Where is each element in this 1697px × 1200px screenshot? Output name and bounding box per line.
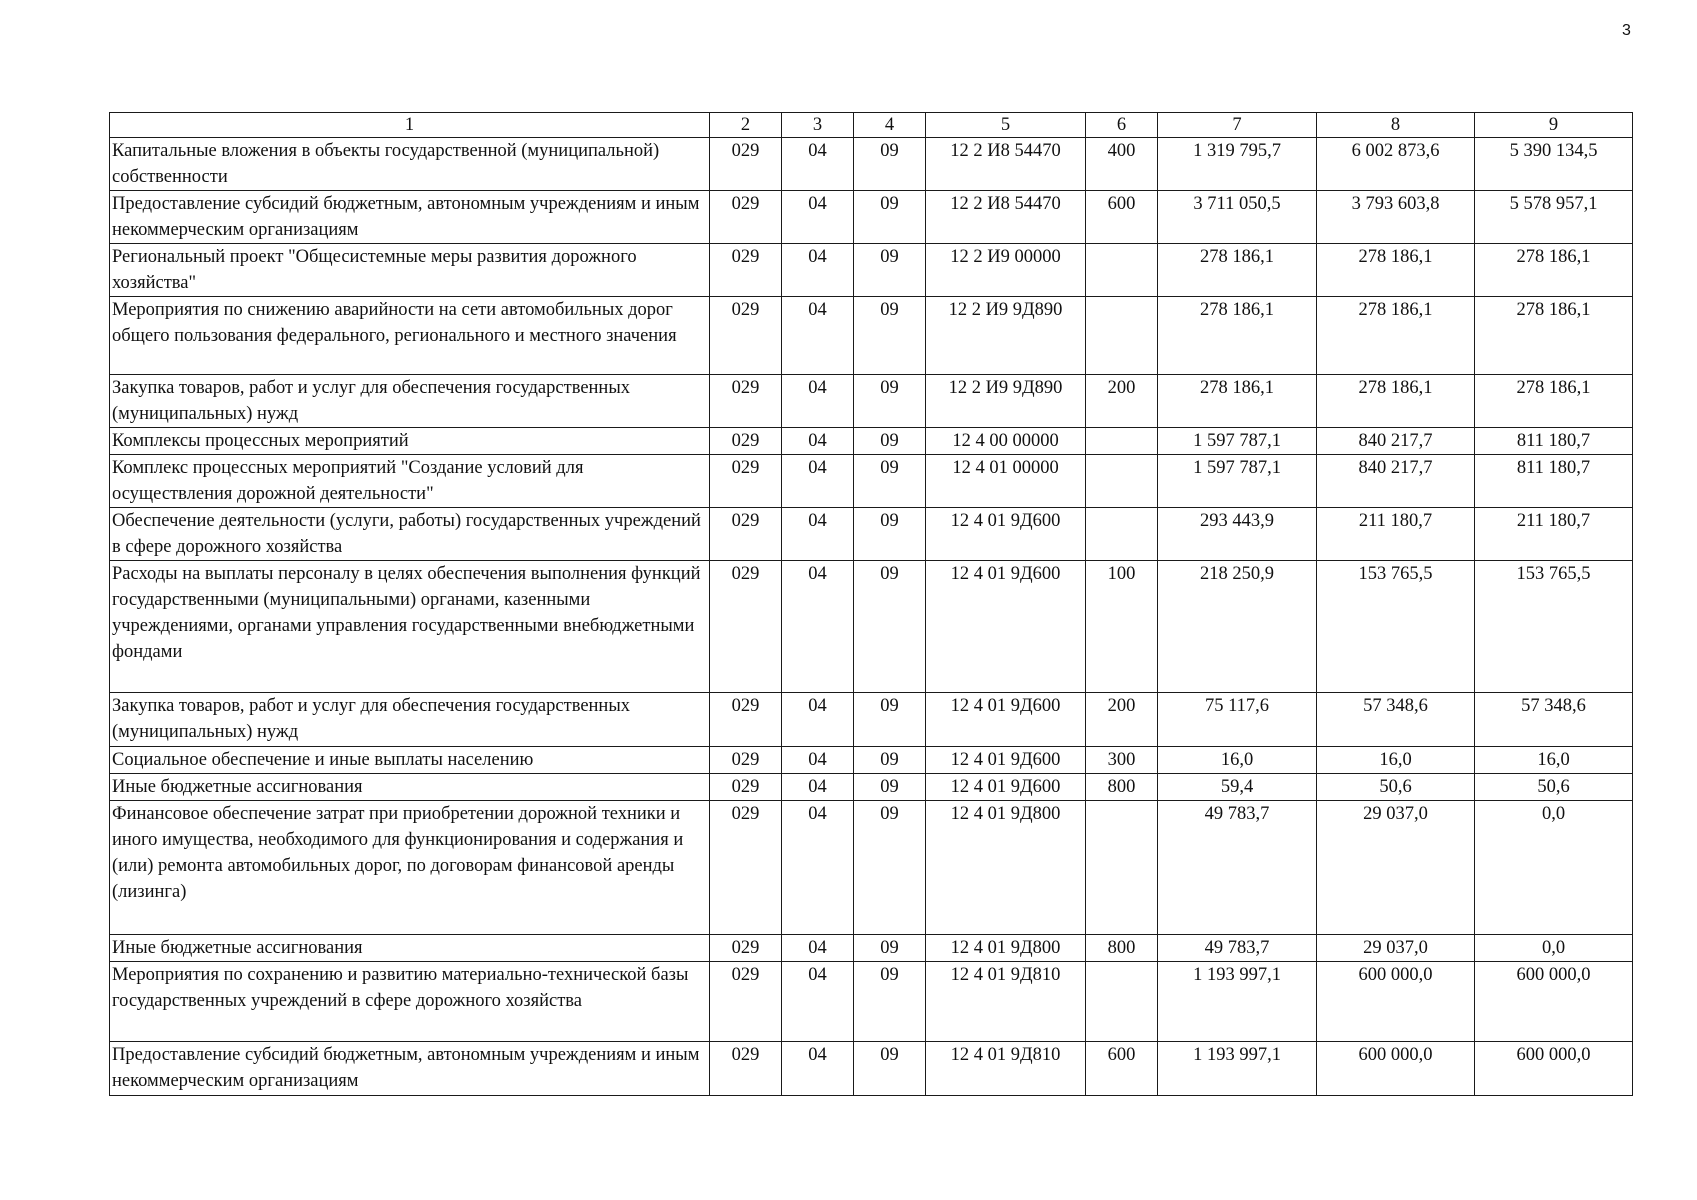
amount-col7-cell: 293 443,9	[1158, 508, 1317, 561]
amount-col9-cell: 5 578 957,1	[1475, 191, 1633, 244]
admin-code-cell: 029	[710, 428, 782, 455]
column-header: 9	[1475, 113, 1633, 138]
amount-col9-cell: 5 390 134,5	[1475, 138, 1633, 191]
table-row	[110, 375, 1633, 428]
table-row	[110, 428, 1633, 455]
row-description: Закупка товаров, работ и услуг для обеспечения государственных (муниципальных) нужд	[110, 693, 710, 747]
expense-type-cell	[1086, 455, 1158, 508]
amount-col8-cell: 840 217,7	[1317, 428, 1475, 455]
amount-col9-cell: 211 180,7	[1475, 508, 1633, 561]
column-header: 4	[854, 113, 926, 138]
expense-type-cell	[1086, 244, 1158, 297]
admin-code-cell: 029	[710, 747, 782, 774]
page-number: 3	[1622, 22, 1631, 39]
target-article-cell: 12 4 01 9Д800	[926, 801, 1086, 935]
target-article-cell: 12 2 И9 9Д890	[926, 375, 1086, 428]
admin-code-cell: 029	[710, 801, 782, 935]
section-cell: 04	[782, 508, 854, 561]
subsection-cell: 09	[854, 375, 926, 428]
amount-col7-cell: 1 597 787,1	[1158, 428, 1317, 455]
subsection-cell: 09	[854, 747, 926, 774]
column-header: 7	[1158, 113, 1317, 138]
admin-code-cell: 029	[710, 138, 782, 191]
amount-col7-cell: 218 250,9	[1158, 561, 1317, 693]
amount-col7-cell: 278 186,1	[1158, 375, 1317, 428]
row-description: Мероприятия по снижению аварийности на сети автомобильных дорог общего пользования федерального, регионального и местного значения	[110, 297, 710, 375]
amount-col7-cell: 59,4	[1158, 774, 1317, 801]
amount-col9-cell: 16,0	[1475, 747, 1633, 774]
section-cell: 04	[782, 561, 854, 693]
amount-col9-cell: 600 000,0	[1475, 1042, 1633, 1096]
amount-col8-cell: 3 793 603,8	[1317, 191, 1475, 244]
subsection-cell: 09	[854, 138, 926, 191]
budget-table	[109, 112, 1633, 1096]
subsection-cell: 09	[854, 191, 926, 244]
table-row	[110, 801, 1633, 935]
expense-type-cell	[1086, 962, 1158, 1042]
amount-col9-cell: 278 186,1	[1475, 375, 1633, 428]
subsection-cell: 09	[854, 561, 926, 693]
section-cell: 04	[782, 935, 854, 962]
table-row	[110, 508, 1633, 561]
amount-col7-cell: 75 117,6	[1158, 693, 1317, 747]
amount-col8-cell: 600 000,0	[1317, 962, 1475, 1042]
row-description: Социальное обеспечение и иные выплаты населению	[110, 747, 710, 774]
amount-col9-cell: 0,0	[1475, 935, 1633, 962]
amount-col7-cell: 278 186,1	[1158, 297, 1317, 375]
column-header: 1	[110, 113, 710, 138]
admin-code-cell: 029	[710, 1042, 782, 1096]
amount-col8-cell: 211 180,7	[1317, 508, 1475, 561]
admin-code-cell: 029	[710, 962, 782, 1042]
subsection-cell: 09	[854, 455, 926, 508]
table-row	[110, 297, 1633, 375]
row-description: Мероприятия по сохранению и развитию материально-технической базы государственных учреждений в сфере дорожного хозяйства	[110, 962, 710, 1042]
row-description: Региональный проект "Общесистемные меры развития дорожного хозяйства"	[110, 244, 710, 297]
table-row	[110, 774, 1633, 801]
section-cell: 04	[782, 191, 854, 244]
amount-col7-cell: 49 783,7	[1158, 935, 1317, 962]
subsection-cell: 09	[854, 774, 926, 801]
column-header: 2	[710, 113, 782, 138]
target-article-cell: 12 4 01 00000	[926, 455, 1086, 508]
expense-type-cell	[1086, 428, 1158, 455]
section-cell: 04	[782, 375, 854, 428]
row-description: Иные бюджетные ассигнования	[110, 935, 710, 962]
target-article-cell: 12 2 И9 9Д890	[926, 297, 1086, 375]
table-row	[110, 935, 1633, 962]
expense-type-cell	[1086, 508, 1158, 561]
amount-col7-cell: 16,0	[1158, 747, 1317, 774]
subsection-cell: 09	[854, 1042, 926, 1096]
subsection-cell: 09	[854, 508, 926, 561]
table-row	[110, 244, 1633, 297]
amount-col7-cell: 3 711 050,5	[1158, 191, 1317, 244]
header-row	[110, 113, 1633, 138]
section-cell: 04	[782, 1042, 854, 1096]
amount-col8-cell: 840 217,7	[1317, 455, 1475, 508]
table-row	[110, 962, 1633, 1042]
target-article-cell: 12 4 01 9Д600	[926, 774, 1086, 801]
amount-col8-cell: 57 348,6	[1317, 693, 1475, 747]
table-row	[110, 455, 1633, 508]
section-cell: 04	[782, 693, 854, 747]
section-cell: 04	[782, 428, 854, 455]
section-cell: 04	[782, 138, 854, 191]
expense-type-cell: 600	[1086, 1042, 1158, 1096]
target-article-cell: 12 2 И9 00000	[926, 244, 1086, 297]
amount-col8-cell: 153 765,5	[1317, 561, 1475, 693]
amount-col7-cell: 1 193 997,1	[1158, 962, 1317, 1042]
column-header: 3	[782, 113, 854, 138]
amount-col8-cell: 16,0	[1317, 747, 1475, 774]
admin-code-cell: 029	[710, 508, 782, 561]
table-row	[110, 138, 1633, 191]
admin-code-cell: 029	[710, 561, 782, 693]
amount-col8-cell: 278 186,1	[1317, 297, 1475, 375]
amount-col9-cell: 153 765,5	[1475, 561, 1633, 693]
amount-col9-cell: 57 348,6	[1475, 693, 1633, 747]
section-cell: 04	[782, 774, 854, 801]
expense-type-cell: 300	[1086, 747, 1158, 774]
expense-type-cell: 800	[1086, 774, 1158, 801]
table-row	[110, 747, 1633, 774]
subsection-cell: 09	[854, 935, 926, 962]
amount-col7-cell: 1 597 787,1	[1158, 455, 1317, 508]
section-cell: 04	[782, 962, 854, 1042]
amount-col7-cell: 278 186,1	[1158, 244, 1317, 297]
row-description: Капитальные вложения в объекты государственной (муниципальной) собственности	[110, 138, 710, 191]
table-row	[110, 1042, 1633, 1096]
target-article-cell: 12 4 01 9Д810	[926, 962, 1086, 1042]
expense-type-cell: 800	[1086, 935, 1158, 962]
amount-col9-cell: 600 000,0	[1475, 962, 1633, 1042]
target-article-cell: 12 4 00 00000	[926, 428, 1086, 455]
target-article-cell: 12 4 01 9Д810	[926, 1042, 1086, 1096]
amount-col9-cell: 278 186,1	[1475, 297, 1633, 375]
row-description: Комплекс процессных мероприятий "Создание условий для осуществления дорожной деятельности"	[110, 455, 710, 508]
row-description: Комплексы процессных мероприятий	[110, 428, 710, 455]
target-article-cell: 12 2 И8 54470	[926, 191, 1086, 244]
row-description: Предоставление субсидий бюджетным, автономным учреждениям и иным некоммерческим организациям	[110, 1042, 710, 1096]
subsection-cell: 09	[854, 801, 926, 935]
row-description: Обеспечение деятельности (услуги, работы) государственных учреждений в сфере дорожного хозяйства	[110, 508, 710, 561]
amount-col9-cell: 0,0	[1475, 801, 1633, 935]
row-description: Финансовое обеспечение затрат при приобретении дорожной техники и иного имущества, необходимого для функционирования и содержания и (или) ремонта автомобильных дорог, по договорам финансовой аренды (лизинга)	[110, 801, 710, 935]
amount-col8-cell: 600 000,0	[1317, 1042, 1475, 1096]
amount-col7-cell: 1 319 795,7	[1158, 138, 1317, 191]
expense-type-cell: 600	[1086, 191, 1158, 244]
table-row	[110, 561, 1633, 693]
row-description: Расходы на выплаты персоналу в целях обеспечения выполнения функций государственными (муниципальными) органами, казенными учреждениями, органами управления государственными внебюджетными фондами	[110, 561, 710, 693]
expense-type-cell: 100	[1086, 561, 1158, 693]
amount-col7-cell: 1 193 997,1	[1158, 1042, 1317, 1096]
expense-type-cell: 400	[1086, 138, 1158, 191]
admin-code-cell: 029	[710, 375, 782, 428]
amount-col8-cell: 29 037,0	[1317, 935, 1475, 962]
subsection-cell: 09	[854, 693, 926, 747]
target-article-cell: 12 4 01 9Д600	[926, 508, 1086, 561]
admin-code-cell: 029	[710, 455, 782, 508]
section-cell: 04	[782, 455, 854, 508]
expense-type-cell	[1086, 297, 1158, 375]
subsection-cell: 09	[854, 428, 926, 455]
admin-code-cell: 029	[710, 693, 782, 747]
subsection-cell: 09	[854, 962, 926, 1042]
amount-col9-cell: 278 186,1	[1475, 244, 1633, 297]
amount-col8-cell: 6 002 873,6	[1317, 138, 1475, 191]
amount-col8-cell: 29 037,0	[1317, 801, 1475, 935]
expense-type-cell	[1086, 801, 1158, 935]
section-cell: 04	[782, 801, 854, 935]
admin-code-cell: 029	[710, 297, 782, 375]
target-article-cell: 12 2 И8 54470	[926, 138, 1086, 191]
row-description: Закупка товаров, работ и услуг для обеспечения государственных (муниципальных) нужд	[110, 375, 710, 428]
target-article-cell: 12 4 01 9Д600	[926, 561, 1086, 693]
table-row	[110, 693, 1633, 747]
admin-code-cell: 029	[710, 244, 782, 297]
section-cell: 04	[782, 297, 854, 375]
row-description: Предоставление субсидий бюджетным, автономным учреждениям и иным некоммерческим организациям	[110, 191, 710, 244]
amount-col8-cell: 278 186,1	[1317, 244, 1475, 297]
table-row	[110, 191, 1633, 244]
expense-type-cell: 200	[1086, 693, 1158, 747]
admin-code-cell: 029	[710, 935, 782, 962]
row-description: Иные бюджетные ассигнования	[110, 774, 710, 801]
amount-col8-cell: 278 186,1	[1317, 375, 1475, 428]
section-cell: 04	[782, 747, 854, 774]
target-article-cell: 12 4 01 9Д600	[926, 693, 1086, 747]
amount-col8-cell: 50,6	[1317, 774, 1475, 801]
amount-col9-cell: 50,6	[1475, 774, 1633, 801]
amount-col7-cell: 49 783,7	[1158, 801, 1317, 935]
column-header: 6	[1086, 113, 1158, 138]
target-article-cell: 12 4 01 9Д800	[926, 935, 1086, 962]
target-article-cell: 12 4 01 9Д600	[926, 747, 1086, 774]
column-header: 8	[1317, 113, 1475, 138]
amount-col9-cell: 811 180,7	[1475, 455, 1633, 508]
section-cell: 04	[782, 244, 854, 297]
admin-code-cell: 029	[710, 191, 782, 244]
admin-code-cell: 029	[710, 774, 782, 801]
expense-type-cell: 200	[1086, 375, 1158, 428]
subsection-cell: 09	[854, 297, 926, 375]
amount-col9-cell: 811 180,7	[1475, 428, 1633, 455]
subsection-cell: 09	[854, 244, 926, 297]
column-header: 5	[926, 113, 1086, 138]
